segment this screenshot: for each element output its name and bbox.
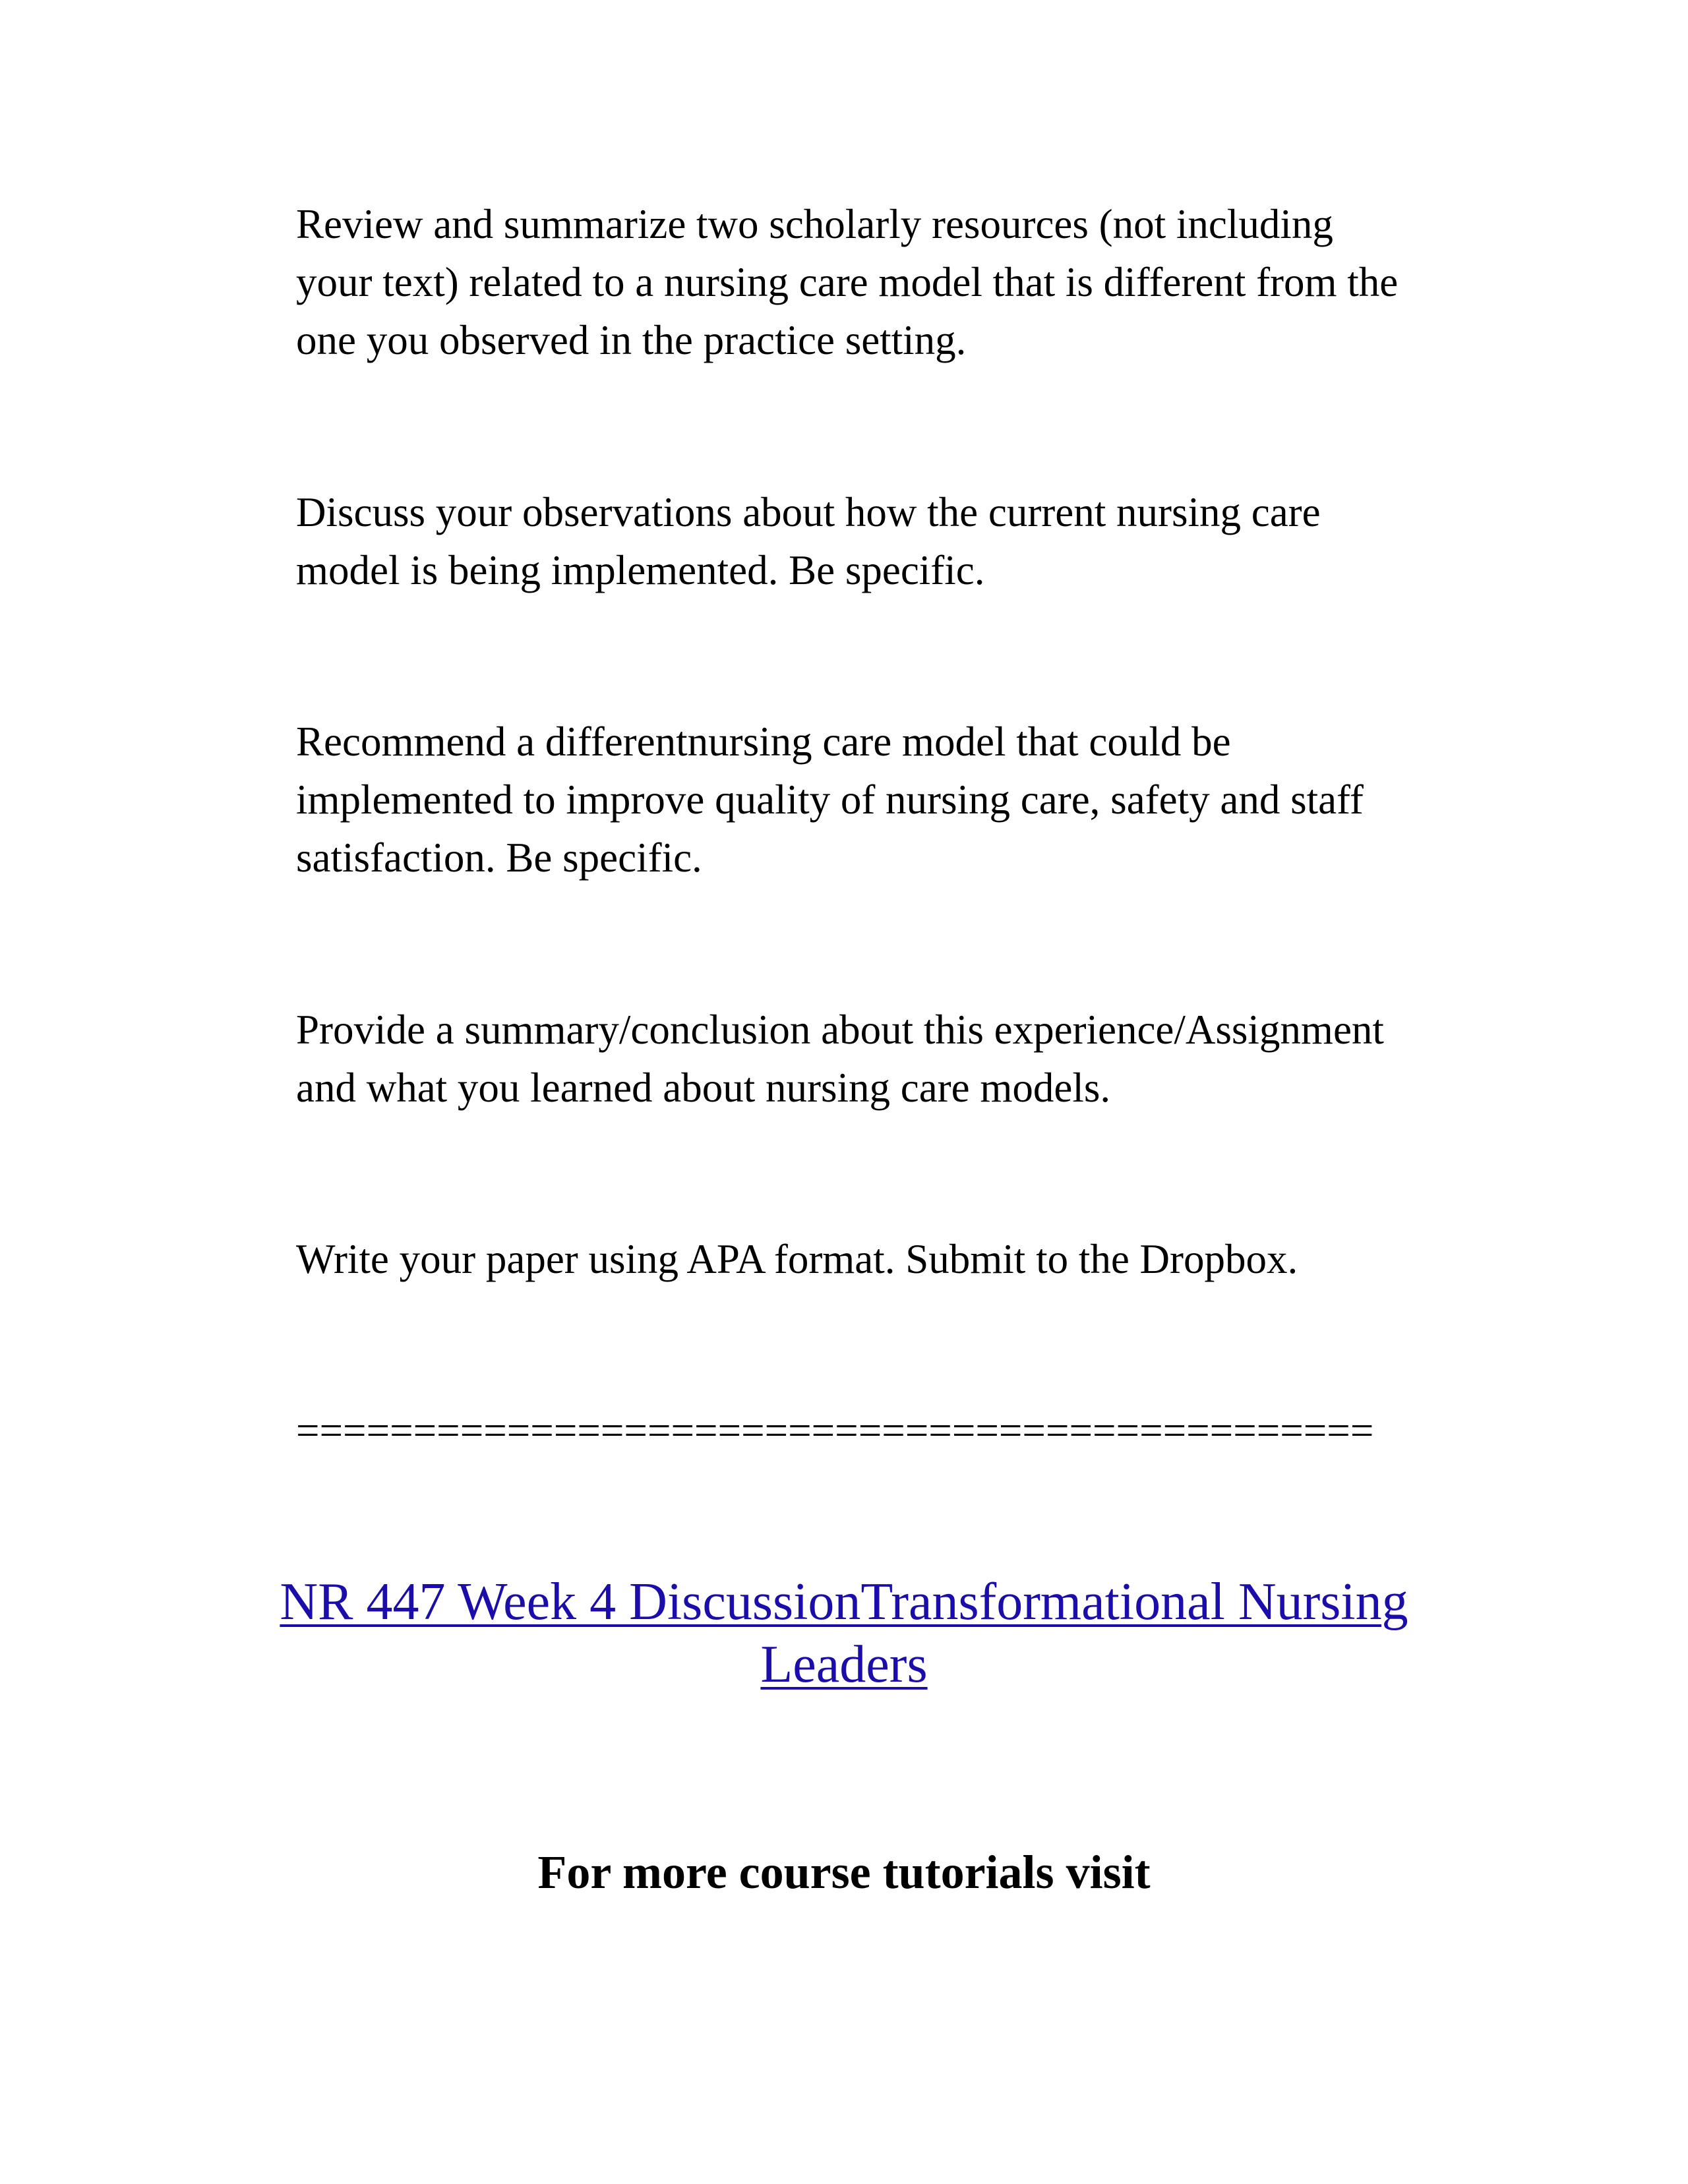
paragraph-recommend-model: Recommend a differentnursing care model that could be implemented to improve quality of nursing care, safety and staff satisfaction. Be specific. (296, 719, 1364, 881)
paragraph-discuss-observations: Discuss your observations about how the current nursing care model is being implemented. Be specific. (296, 489, 1321, 593)
paragraph-apa-format: Write your paper using APA format. Submit to the Dropbox. (296, 1236, 1298, 1282)
paragraph-summary-conclusion: Provide a summary/conclusion about this experience/Assignment and what you learned about nursing care models. (296, 1007, 1384, 1111)
nr447-week4-discussion-link[interactable]: NR 447 Week 4 DiscussionTransformational Nursing Leaders (280, 1573, 1408, 1694)
promo-text: For more course tutorials visit (537, 1846, 1151, 1899)
separator-line: ============================================== (296, 1407, 1374, 1454)
paragraph-review-resources: Review and summarize two scholarly resources (not including your text) related to a nursing care model that is different from the one you observed in the practice setting. (296, 201, 1399, 363)
